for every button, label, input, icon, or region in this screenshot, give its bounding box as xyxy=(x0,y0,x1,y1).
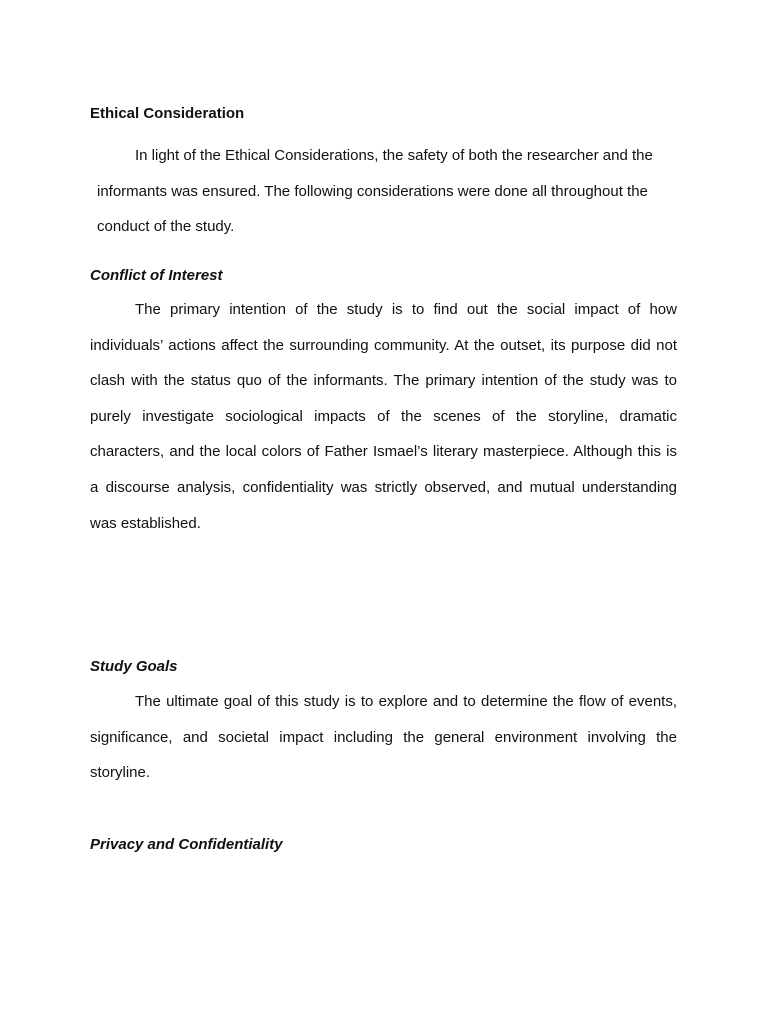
section-heading-privacy-and-confidentiality: Privacy and Confidentiality xyxy=(90,836,283,853)
intro-line: conduct of the study. xyxy=(97,218,235,236)
study-goals-paragraph: The ultimate goal of this study is to explore and to determine the flow of events, significance, and societal impact including the general environment involving the storyline. xyxy=(90,693,677,782)
section-heading-study-goals: Study Goals xyxy=(90,658,178,675)
intro-line: informants was ensured. The following considerations were done all throughout the xyxy=(97,182,648,200)
intro-line: In light of the Ethical Considerations, the safety of both the researcher and the xyxy=(135,147,653,164)
page-title: Ethical Consideration xyxy=(90,105,245,122)
conflict-of-interest-paragraph: The primary intention of the study is to find out the social impact of how individuals’ actions affect the surrounding community. At the outset, its purpose did not clash with the status quo of the informants. The primary intention of the study was to purely investigate sociological impacts of the scenes of the storyline, dramatic characters, and the local colors of Father Ismael’s literary masterpiece. Although this is a discourse analysis, confidentiality was strictly observed, and mutual understanding was established. xyxy=(90,301,677,532)
section-heading-conflict-of-interest: Conflict of Interest xyxy=(90,267,223,284)
intro-paragraph xyxy=(97,138,677,245)
